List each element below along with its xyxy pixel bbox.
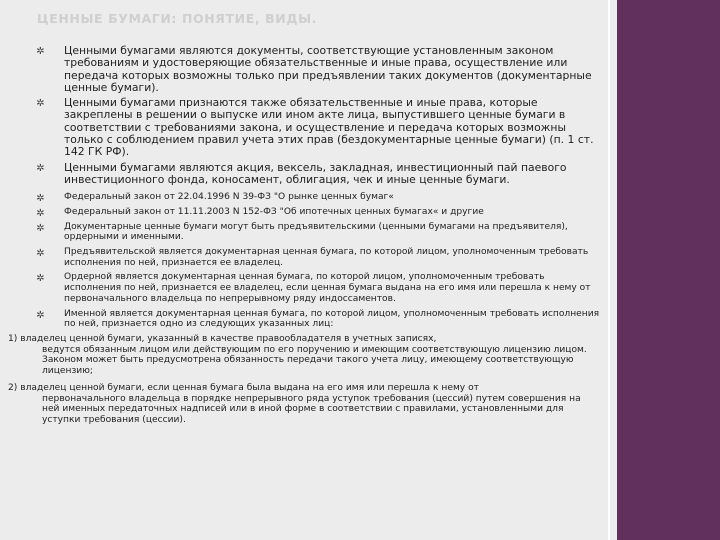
bullet-ornament-icon: ✲ (36, 222, 45, 234)
numbered-item-continuation: первоначального владельца в порядке непрерывного ряда уступок требования (цессий) путем совершения на ней именных передаточных надписей или в иной форме в соответствии с правилами, установленными для уступки требования (цессии). (42, 393, 581, 425)
list-item-text: Федеральный закон от 11.11.2003 N 152-ФЗ "Об ипотечных ценных бумагах« и другие (64, 206, 484, 217)
bullet-ornament-icon: ✲ (36, 162, 45, 174)
bullet-ornament-icon: ✲ (36, 207, 45, 219)
numbered-item (8, 334, 600, 377)
list-item (35, 222, 600, 243)
list-item-text: Ценными бумагами являются документы, соответствующие установленным законом требованиям и удостоверяющие обязательственные и иные права, осуществление или передача которых возможны только при предъявлении таких документов (документарные ценные бумаги). (64, 44, 592, 94)
bullet-ornament-icon: ✲ (36, 193, 45, 205)
list-item (35, 97, 600, 158)
decorative-sidebar (617, 0, 720, 540)
list-item (35, 207, 600, 218)
bullet-ornament-icon: ✲ (36, 309, 45, 321)
bullet-ornament-icon: ✲ (36, 46, 45, 57)
list-item-text: Федеральный закон от 22.04.1996 N 39-ФЗ "О рынке ценных бумаг« (64, 192, 394, 203)
numbered-item-continuation: ведутся обязанным лицом или действующим по его поручению и имеющим соответствующую лицензию лицом. Законом может быть предусмотрена обязанность передачи такого учета лицу, имеющему соответствующую лицензию; (42, 344, 587, 377)
list-item-text: Ценными бумагами являются акция, вексель, закладная, инвестиционный пай паевого инвестиционного фонда, коносамент, облигация, чек и иные ценные бумаги. (64, 160, 567, 186)
bullet-ornament-icon: ✲ (36, 248, 45, 260)
list-item-text: Именной является документарная ценная бумага, по которой лицом, уполномоченным требовать исполнения по ней, признается одно из следующих указанных лиц: (64, 308, 600, 330)
list-item (35, 162, 600, 187)
slide-title: ЦЕННЫЕ БУМАГИ: ПОНЯТИЕ, ВИДЫ. (37, 11, 317, 26)
list-item (35, 192, 600, 203)
sidebar-divider (608, 0, 610, 540)
numbered-item (8, 383, 600, 426)
list-item-text: Ордерной является документарная ценная бумага, по которой лицом, уполномоченным требовать исполнения по ней, признается ее владелец, если ценная бумага выдана на его имя или перешла к нему от первоначального владельца по непрерывному ряду индоссаментов. (64, 272, 591, 304)
bullet-ornament-icon: ✲ (36, 98, 45, 110)
content-list (8, 44, 600, 432)
list-item (35, 309, 600, 330)
list-item-text: Документарные ценные бумаги могут быть предъявительскими (ценными бумагами на предъявителя), ордерными и именными. (64, 221, 568, 243)
bullet-ornament-icon: ✲ (36, 273, 45, 285)
numbered-item-lead: 1) владелец ценной бумаги, указанный в качестве правообладателя в учетных записях, (8, 334, 437, 344)
list-item (35, 247, 600, 268)
list-item (35, 272, 600, 304)
list-item (35, 45, 600, 94)
numbered-item-lead: 2) владелец ценной бумаги, если ценная бумага была выдана на его имя или перешла к нему от (8, 382, 479, 393)
list-item-text: Ценными бумагами признаются также обязательственные и иные права, которые закреплены в решении о выпуске или ином акте лица, выпустившего ценные бумаги в соответствии с требованиями закона, и осуществление и передача которых возможны только с соблюдением правил учета этих прав (бездокументарные ценные бумаги) (п. 1 ст. 142 ГК РФ). (64, 96, 594, 159)
list-item-text: Предъявительской является документарная ценная бумага, по которой лицом, уполномоченным требовать исполнения по ней, признается ее владелец. (64, 247, 589, 268)
